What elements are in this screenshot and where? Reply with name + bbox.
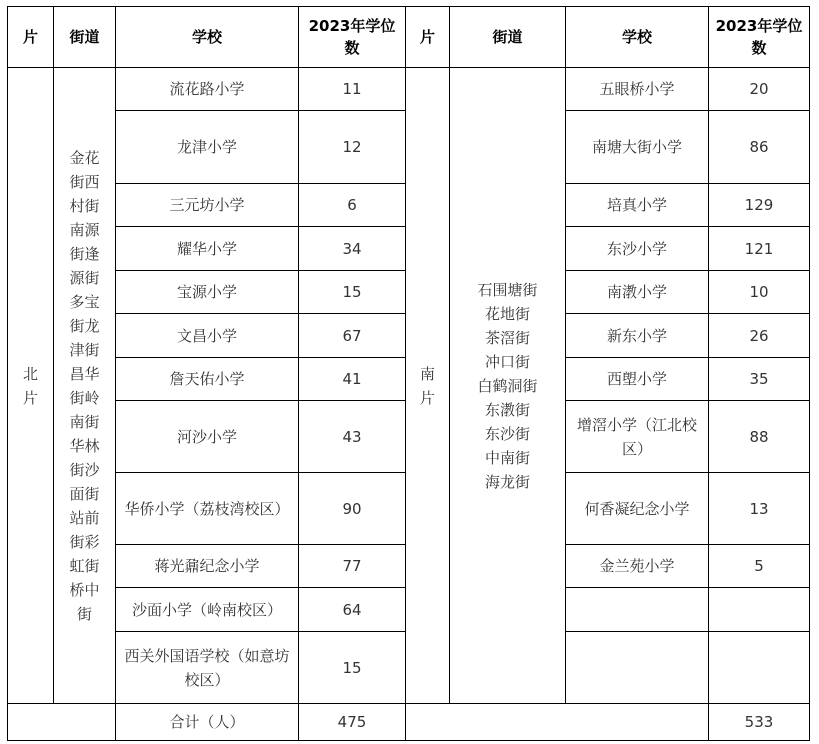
- north-school-name: [116, 358, 299, 401]
- header-row: [8, 7, 810, 68]
- north-school-name-text: 沙面小学（岭南校区）: [131, 600, 282, 619]
- south-school-seats: [709, 358, 810, 401]
- south-total-value-text: 533: [744, 713, 774, 731]
- school-seats-table: [7, 6, 810, 741]
- south-school-name: [566, 227, 709, 271]
- south-school-name-text: 何香凝纪念小学: [584, 499, 690, 518]
- south-street-item: 冲口街: [484, 352, 530, 371]
- north-school-name-text: 蒋光鼐纪念小学: [154, 557, 260, 575]
- south-school-name: [566, 68, 709, 111]
- south-pian-cell: [406, 68, 450, 704]
- south-school-seats-text: 121: [744, 239, 774, 258]
- north-school-name: [116, 588, 299, 632]
- north-school-name-text: 西关外国语学校（如意坊校区）: [124, 646, 290, 689]
- south-school-seats-text: 129: [744, 196, 774, 214]
- south-school-seats-text: 10: [749, 283, 769, 301]
- header-school-south: [566, 7, 709, 68]
- north-school-name: [116, 184, 299, 227]
- south-pian-label: 南片: [419, 364, 435, 407]
- table-row: [8, 68, 810, 111]
- north-school-name-text: 詹天佑小学: [169, 370, 245, 388]
- south-street-item: 东漖街: [484, 400, 530, 419]
- south-school-name-text: 南塘大街小学: [591, 138, 682, 156]
- south-school-name: [566, 271, 709, 314]
- north-school-name-text: 华侨小学（荔枝湾校区）: [124, 499, 290, 518]
- south-school-seats: [709, 401, 810, 473]
- north-school-seats-text: 41: [342, 370, 362, 388]
- north-school-seats-text: 64: [342, 600, 362, 619]
- south-school-name-text: 五眼桥小学: [599, 80, 675, 98]
- header-school-north-text: 学校: [191, 28, 222, 46]
- north-school-seats: [299, 401, 406, 473]
- north-school-seats: [299, 473, 406, 545]
- total-row: [8, 704, 810, 741]
- total-label-text: 合计（人）: [169, 713, 245, 731]
- south-school-name: [566, 111, 709, 184]
- south-school-name-empty: [566, 588, 709, 632]
- south-street-item: 东沙街: [484, 424, 530, 443]
- south-school-seats-text: 5: [754, 557, 764, 575]
- north-school-seats: [299, 588, 406, 632]
- south-school-name-text: 新东小学: [606, 326, 667, 345]
- header-street-north: [54, 7, 116, 68]
- north-streets-text: 金花街西村街南源街逢源街多宝街龙津街昌华街岭南街华林街沙面街站前街彩虹街桥中街: [69, 148, 100, 623]
- south-street-item: 中南街: [484, 448, 530, 467]
- south-street-item: 花地街: [484, 304, 530, 323]
- header-pian-south-text: 片: [419, 28, 435, 46]
- north-school-name-text: 三元坊小学: [169, 196, 245, 214]
- south-school-seats-empty: [709, 632, 810, 704]
- south-school-name: [566, 401, 709, 473]
- north-school-name-text: 文昌小学: [176, 326, 237, 345]
- north-school-seats-text: 11: [342, 80, 362, 98]
- north-total-value: [299, 704, 406, 741]
- north-school-seats-text: 12: [342, 138, 362, 156]
- south-school-seats: [709, 68, 810, 111]
- header-school-north: [116, 7, 299, 68]
- north-school-seats-text: 34: [342, 239, 362, 258]
- north-school-name: [116, 473, 299, 545]
- north-school-name: [116, 68, 299, 111]
- south-school-seats-text: 86: [749, 138, 769, 156]
- north-school-name: [116, 401, 299, 473]
- south-school-name: [566, 314, 709, 358]
- north-school-seats-text: 77: [342, 557, 362, 575]
- north-school-seats: [299, 358, 406, 401]
- north-pian-label: 北片: [22, 364, 38, 407]
- north-school-seats-text: 90: [342, 499, 362, 518]
- south-school-seats-empty: [709, 588, 810, 632]
- south-school-name-empty: [566, 632, 709, 704]
- south-streets-list: [477, 278, 537, 494]
- south-school-name-text: 增滘小学（江北校区）: [576, 415, 697, 458]
- south-total-value: [709, 704, 810, 741]
- south-school-seats-text: 20: [749, 80, 769, 98]
- header-seats-north-text: 2023年学位数: [308, 17, 396, 57]
- north-school-name-text: 流花路小学: [169, 80, 245, 98]
- south-school-seats: [709, 271, 810, 314]
- north-school-name: [116, 314, 299, 358]
- north-school-seats: [299, 314, 406, 358]
- south-streets-cell: [450, 68, 566, 704]
- total-blank-south: [406, 704, 709, 741]
- north-school-name: [116, 632, 299, 704]
- north-school-seats: [299, 227, 406, 271]
- south-school-seats: [709, 545, 810, 588]
- south-street-item: 白鹤洞街: [477, 376, 538, 395]
- south-school-seats-text: 26: [749, 326, 769, 345]
- header-pian-north: [8, 7, 54, 68]
- south-school-seats: [709, 184, 810, 227]
- south-street-item: 茶滘街: [484, 328, 530, 347]
- header-seats-south: [709, 7, 810, 68]
- south-school-name: [566, 358, 709, 401]
- south-school-name-text: 金兰苑小学: [599, 557, 675, 575]
- header-street-north-text: 街道: [69, 28, 100, 46]
- north-school-seats: [299, 111, 406, 184]
- header-street-south: [450, 7, 566, 68]
- north-school-name-text: 耀华小学: [176, 239, 237, 258]
- north-school-name: [116, 271, 299, 314]
- south-school-name-text: 西塱小学: [606, 370, 667, 388]
- north-school-seats-text: 6: [347, 196, 357, 214]
- north-school-name-text: 河沙小学: [176, 427, 237, 446]
- north-school-seats-text: 15: [342, 283, 362, 301]
- header-seats-south-text: 2023年学位数: [715, 17, 803, 57]
- south-school-name: [566, 473, 709, 545]
- south-school-name: [566, 184, 709, 227]
- south-school-seats: [709, 111, 810, 184]
- north-school-seats: [299, 632, 406, 704]
- south-street-item: 石围塘街: [477, 280, 538, 299]
- north-school-name: [116, 227, 299, 271]
- north-school-name-text: 宝源小学: [176, 283, 237, 301]
- header-school-south-text: 学校: [621, 28, 652, 46]
- south-school-seats-text: 13: [749, 499, 769, 518]
- south-school-name-text: 培真小学: [606, 196, 667, 214]
- south-school-seats: [709, 314, 810, 358]
- south-school-seats: [709, 227, 810, 271]
- north-school-name-text: 龙津小学: [176, 138, 237, 156]
- north-school-seats-text: 67: [342, 326, 362, 345]
- north-school-seats: [299, 271, 406, 314]
- south-school-seats-text: 88: [749, 427, 769, 446]
- header-pian-south: [406, 7, 450, 68]
- north-school-name: [116, 111, 299, 184]
- north-pian-cell: [8, 68, 54, 704]
- total-blank-north: [8, 704, 116, 741]
- total-label: [116, 704, 299, 741]
- north-school-seats-text: 43: [342, 427, 362, 446]
- south-school-seats-text: 35: [749, 370, 769, 388]
- north-streets-cell: [54, 68, 116, 704]
- north-school-seats: [299, 545, 406, 588]
- north-school-seats: [299, 184, 406, 227]
- north-total-value-text: 475: [337, 713, 367, 731]
- south-school-name-text: 南漖小学: [606, 283, 667, 301]
- header-pian-north-text: 片: [22, 28, 38, 46]
- header-seats-north: [299, 7, 406, 68]
- north-school-seats-text: 15: [342, 658, 362, 677]
- south-street-item: 海龙街: [484, 472, 530, 491]
- south-school-name-text: 东沙小学: [606, 239, 667, 258]
- north-school-seats: [299, 68, 406, 111]
- north-school-name: [116, 545, 299, 588]
- south-school-seats: [709, 473, 810, 545]
- south-school-name: [566, 545, 709, 588]
- header-street-south-text: 街道: [492, 28, 523, 46]
